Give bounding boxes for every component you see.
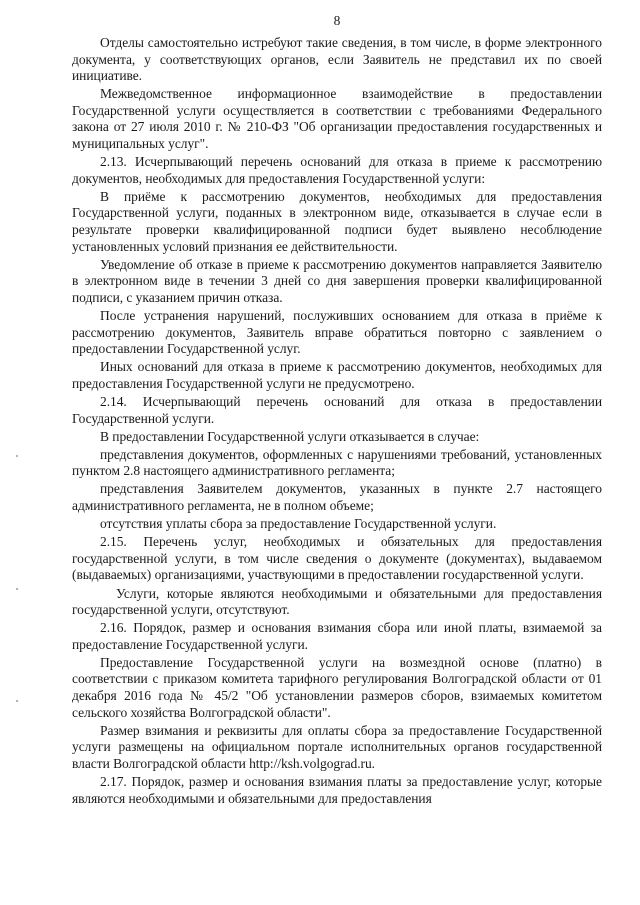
paragraph-no-services: Услуги, которые являются необходимыми и обязательными для предоставления государственной услуги, отсутствуют. — [72, 585, 602, 618]
scan-mark — [16, 700, 18, 702]
paragraph-fee-details: Размер взимания и реквизиты для оплаты сбора за предоставление Государственной услуги размещены на официальном портале исполнительных органов государственной власти Волгоградской области http://ksh.volgograd.ru. — [72, 722, 602, 771]
paragraph-2-14-heading: 2.14. Исчерпывающий перечень оснований для отказа в предоставлении Государственной услуги. — [72, 393, 602, 426]
paragraph-refusal-electronic: В приёме к рассмотрению документов, необходимых для предоставления Государственной услуги, поданных в электронном виде, отказывается в случае если в результате проверки квалифицированной подписи будет выявлено несоблюдение установленных условий признания ее действительности. — [72, 188, 602, 254]
paragraph-case-incomplete: представления Заявителем документов, указанных в пункте 2.7 настоящего административного регламента, не в полном объеме; — [72, 481, 602, 514]
paragraph-reapply: После устранения нарушений, послуживших основанием для отказа в приёме к рассмотрению документов, Заявитель вправе обратиться повторно с заявлением о предоставлении Государственной услуг. — [72, 308, 602, 357]
paragraph-2-17-heading: 2.17. Порядок, размер и основания взимания платы за предоставление услуг, которые являются необходимыми и обязательными для предоставления — [72, 774, 602, 806]
paragraph-case-no-fee: отсутствия уплаты сбора за предоставление Государственной услуги. — [100, 516, 497, 532]
paragraph-interagency: Межведомственное информационное взаимодействие в предоставлении Государственной услуги осуществляется в соответствии с требованиями Федерального закона от 27 июля 2010 г. № 210-ФЗ "Об организации предоставления государственных и муниципальных услуг". — [72, 86, 602, 152]
paragraph-requests: Отделы самостоятельно истребуют такие сведения, в том числе, в форме электронного документа, у соответствующих органов, если Заявитель не представил их по своей инициативе. — [72, 35, 602, 84]
paragraph-refusal-notice: Уведомление об отказе в приеме к рассмотрению документов направляется Заявителю в электронном виде в течении 3 дней со дня завершения проверки квалифицированной подписи, с указанием причин отказа. — [72, 256, 602, 305]
paragraph-no-other-grounds: Иных оснований для отказа в приеме к рассмотрению документов, необходимых для предоставления Государственной услуги не предусмотрено. — [72, 359, 602, 391]
scan-mark — [16, 455, 18, 457]
document-page — [72, 12, 602, 809]
paragraph-refusal-cases: В предоставлении Государственной услуги отказывается в случае: — [100, 428, 480, 444]
paragraph-case-violations: представления документов, оформленных с нарушениями требований, установленных пунктом 2.8 настоящего административного регламента; — [72, 446, 602, 479]
paragraph-2-13-heading: 2.13. Исчерпывающий перечень оснований для отказа в приеме к рассмотрению документов, необходимых для предоставления Государственной услуги: — [72, 154, 602, 186]
paragraph-2-15-heading: 2.15. Перечень услуг, необходимых и обязательных для предоставления государственной услуги, в том числе сведения о документе (документах), выдаваемом (выдаваемых) организациями, участвующими в предоставлении государственной услуги. — [72, 534, 602, 583]
paragraph-paid-basis: Предоставление Государственной услуги на возмездной основе (платно) в соответствии с приказом комитета тарифного регулирования Волгоградской области от 01 декабря 2016 года № 45/2 "Об установлении размеров сборов, взимаемых комитетом сельского хозяйства Волгоградской области". — [72, 654, 602, 720]
paragraph-2-16-heading: 2.16. Порядок, размер и основания взимания сбора или иной платы, взимаемой за предоставление Государственной услуги. — [72, 620, 602, 652]
scan-mark — [16, 588, 18, 590]
page-number: 8 — [333, 13, 341, 28]
